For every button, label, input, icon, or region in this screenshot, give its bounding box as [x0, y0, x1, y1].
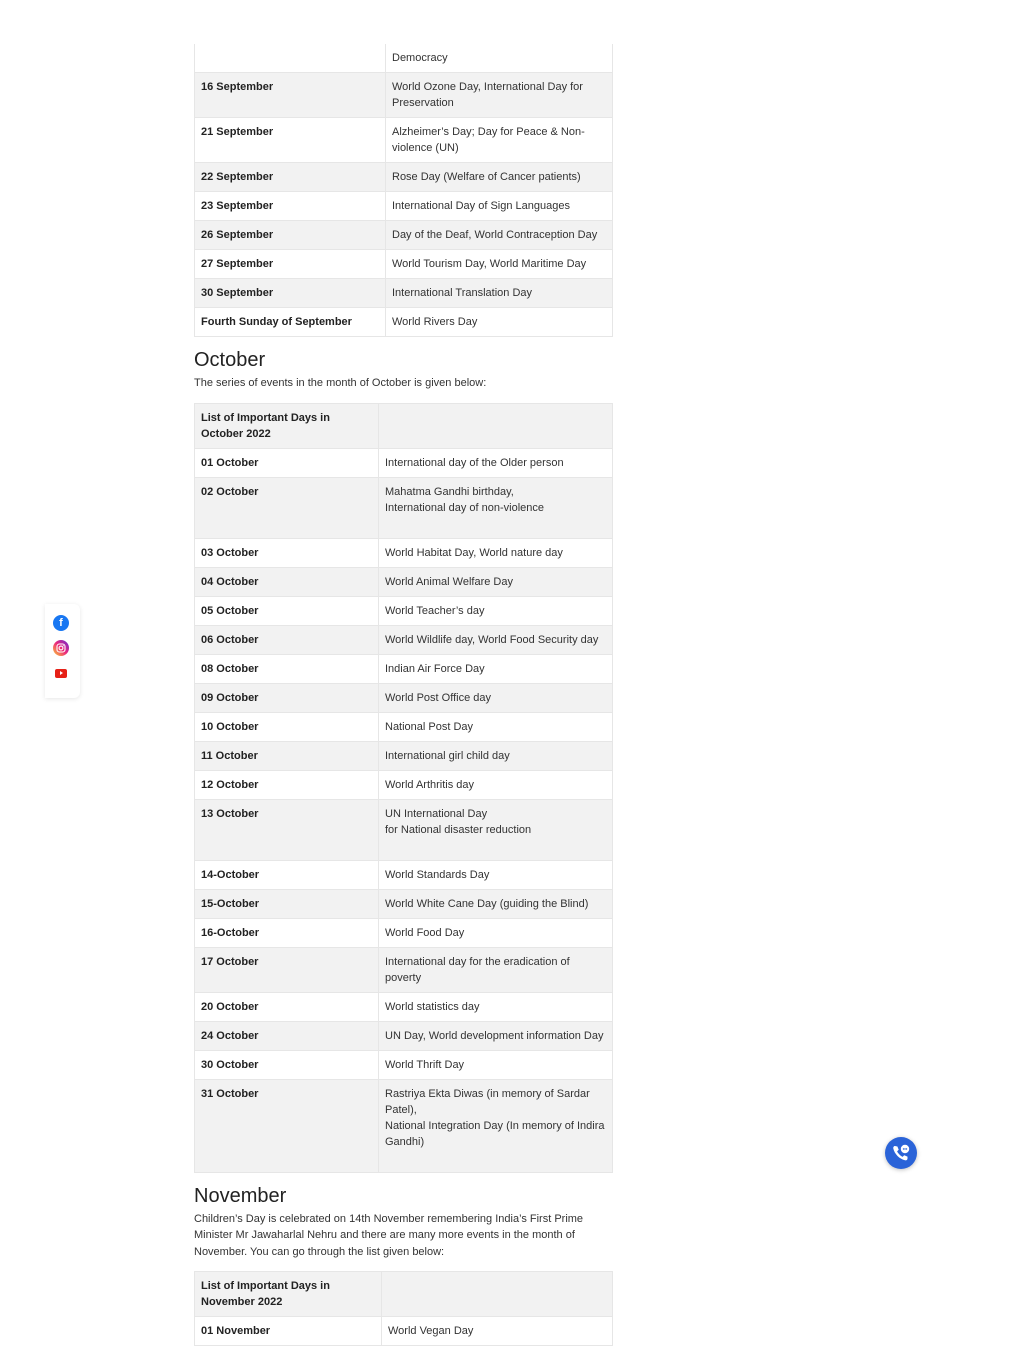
event-text: National Integration Day (In memory of Indira Gandhi): [385, 1119, 605, 1148]
date-cell: 04 October: [195, 567, 379, 596]
table-header-title: List of Important Days in November 2022: [195, 1272, 382, 1317]
event-text: Indian Air Force Day: [385, 662, 485, 675]
event-text: World Rivers Day: [392, 316, 478, 328]
date-cell: 01 October: [195, 448, 379, 477]
date-cell: 11 October: [195, 741, 379, 770]
event-cell: [386, 163, 613, 192]
event-text: World Habitat Day, World nature day: [385, 546, 563, 559]
event-cell: [386, 73, 613, 118]
event-text: World Standards Day: [385, 868, 490, 881]
event-text: World statistics day: [385, 1000, 480, 1013]
date-cell: 01 November: [195, 1317, 382, 1346]
date-cell: 16 September: [195, 73, 386, 118]
event-text: International day of non-violence: [385, 501, 544, 514]
date-cell: 16-October: [195, 918, 379, 947]
date-cell: 08 October: [195, 654, 379, 683]
date-cell: 14-October: [195, 860, 379, 889]
event-cell: [379, 860, 613, 889]
table-row: [195, 992, 613, 1021]
date-cell: 03 October: [195, 538, 379, 567]
date-cell: [195, 44, 386, 73]
event-text: Mahatma Gandhi birthday,: [385, 485, 514, 498]
facebook-icon[interactable]: f: [53, 615, 69, 631]
event-cell: [379, 477, 613, 538]
date-cell: 05 October: [195, 596, 379, 625]
event-text: for National disaster reduction: [385, 823, 532, 836]
date-cell: 30 October: [195, 1050, 379, 1079]
event-text: International Day of Sign Languages: [392, 200, 570, 212]
date-cell: 20 October: [195, 992, 379, 1021]
table-row: [195, 1317, 613, 1346]
october-heading: October: [194, 349, 266, 371]
table-header-row: [195, 1272, 613, 1317]
table-row: [195, 712, 613, 741]
event-cell: [379, 918, 613, 947]
date-cell: 23 September: [195, 192, 386, 221]
event-text: Democracy: [392, 52, 448, 64]
event-text: World Teacher’s day: [385, 604, 485, 617]
event-cell: [386, 279, 613, 308]
call-chat-button[interactable]: [885, 1137, 917, 1169]
event-text: Day of the Deaf, World Contraception Day: [392, 229, 598, 241]
event-text: International day for the eradication of poverty: [385, 955, 570, 984]
date-cell: Fourth Sunday of September: [195, 308, 386, 337]
phone-chat-icon: [890, 1142, 912, 1164]
event-cell: [379, 625, 613, 654]
table-row: [195, 654, 613, 683]
event-text: World Post Office day: [385, 691, 491, 704]
date-cell: 10 October: [195, 712, 379, 741]
event-text: World Animal Welfare Day: [385, 575, 513, 588]
event-text: World Thrift Day: [385, 1058, 465, 1071]
date-cell: 26 September: [195, 221, 386, 250]
table-row: [195, 889, 613, 918]
date-cell: 22 September: [195, 163, 386, 192]
date-cell: 30 September: [195, 279, 386, 308]
event-text: World Arthritis day: [385, 778, 475, 791]
date-cell: 31 October: [195, 1079, 379, 1172]
event-text: International girl child day: [385, 749, 510, 762]
table-row: [195, 741, 613, 770]
event-cell: [379, 799, 613, 860]
event-cell: [379, 992, 613, 1021]
event-cell: [379, 712, 613, 741]
event-cell: [379, 1079, 613, 1172]
instagram-icon[interactable]: [53, 640, 69, 656]
event-cell: [379, 1050, 613, 1079]
table-row: [195, 250, 613, 279]
date-cell: 15-October: [195, 889, 379, 918]
table-row: [195, 163, 613, 192]
table-header-empty: [379, 403, 613, 448]
event-cell: [386, 221, 613, 250]
table-row: [195, 1079, 613, 1172]
table-row: [195, 567, 613, 596]
date-cell: 02 October: [195, 477, 379, 538]
youtube-icon[interactable]: [53, 665, 69, 681]
date-cell: 17 October: [195, 947, 379, 992]
table-row: [195, 918, 613, 947]
event-cell: [379, 1021, 613, 1050]
date-cell: 06 October: [195, 625, 379, 654]
event-text: UN International Day: [385, 807, 488, 820]
event-text: Rastriya Ekta Diwas (in memory of Sardar Patel),: [385, 1087, 590, 1116]
event-text: World Wildlife day, World Food Security day: [385, 633, 599, 646]
event-cell: [386, 44, 613, 73]
table-row: [195, 192, 613, 221]
november-heading: November: [194, 1184, 287, 1207]
table-row: [195, 448, 613, 477]
table-row: [195, 44, 613, 73]
event-text: World Tourism Day, World Maritime Day: [392, 258, 587, 270]
table-row: [195, 73, 613, 118]
event-cell: [379, 567, 613, 596]
event-cell: [379, 770, 613, 799]
event-cell: [386, 118, 613, 163]
event-cell: [382, 1317, 613, 1346]
event-text: World Food Day: [385, 926, 465, 939]
table-row: [195, 1021, 613, 1050]
event-text: International day of the Older person: [385, 456, 564, 469]
event-text: World Vegan Day: [388, 1325, 474, 1337]
event-cell: [379, 889, 613, 918]
table-header-empty: [382, 1272, 613, 1317]
table-row: [195, 596, 613, 625]
event-cell: [379, 683, 613, 712]
event-text: World Ozone Day, International Day for Preservation: [392, 81, 583, 109]
october-intro: The series of events in the month of October is given below:: [194, 377, 487, 389]
social-sidebar: [45, 604, 80, 698]
event-text: National Post Day: [385, 720, 474, 733]
table-row: [195, 221, 613, 250]
event-text: Rose Day (Welfare of Cancer patients): [392, 171, 581, 183]
article-content: [194, 44, 613, 1346]
table-row: [195, 308, 613, 337]
table-row: [195, 860, 613, 889]
table-row: [195, 799, 613, 860]
date-cell: 27 September: [195, 250, 386, 279]
table-row: [195, 538, 613, 567]
event-text: UN Day, World development information Day: [385, 1029, 604, 1042]
date-cell: 13 October: [195, 799, 379, 860]
date-cell: 12 October: [195, 770, 379, 799]
event-cell: [386, 308, 613, 337]
event-cell: [379, 741, 613, 770]
event-cell: [379, 448, 613, 477]
table-header-row: [195, 403, 613, 448]
table-row: [195, 477, 613, 538]
table-header-title: List of Important Days in October 2022: [195, 403, 379, 448]
event-cell: [379, 596, 613, 625]
date-cell: 09 October: [195, 683, 379, 712]
event-cell: [386, 250, 613, 279]
event-text: World White Cane Day (guiding the Blind): [385, 897, 589, 910]
table-row: [195, 279, 613, 308]
date-cell: 24 October: [195, 1021, 379, 1050]
date-cell: 21 September: [195, 118, 386, 163]
table-row: [195, 683, 613, 712]
september-table: [194, 44, 613, 337]
table-row: [195, 625, 613, 654]
table-row: [195, 947, 613, 992]
table-row: [195, 1050, 613, 1079]
event-text: Alzheimer’s Day; Day for Peace & Non-violence (UN): [392, 126, 585, 154]
november-intro: Children’s Day is celebrated on 14th November remembering India’s First Prime Minister Mr Jawaharlal Nehru and there are many more events in the month of November. You can go through the list given below:: [194, 1212, 584, 1258]
november-table: [194, 1271, 613, 1346]
event-cell: [379, 947, 613, 992]
event-cell: [379, 538, 613, 567]
table-row: [195, 118, 613, 163]
event-cell: [386, 192, 613, 221]
event-text: International Translation Day: [392, 287, 533, 299]
october-table: [194, 403, 613, 1173]
event-cell: [379, 654, 613, 683]
table-row: [195, 770, 613, 799]
